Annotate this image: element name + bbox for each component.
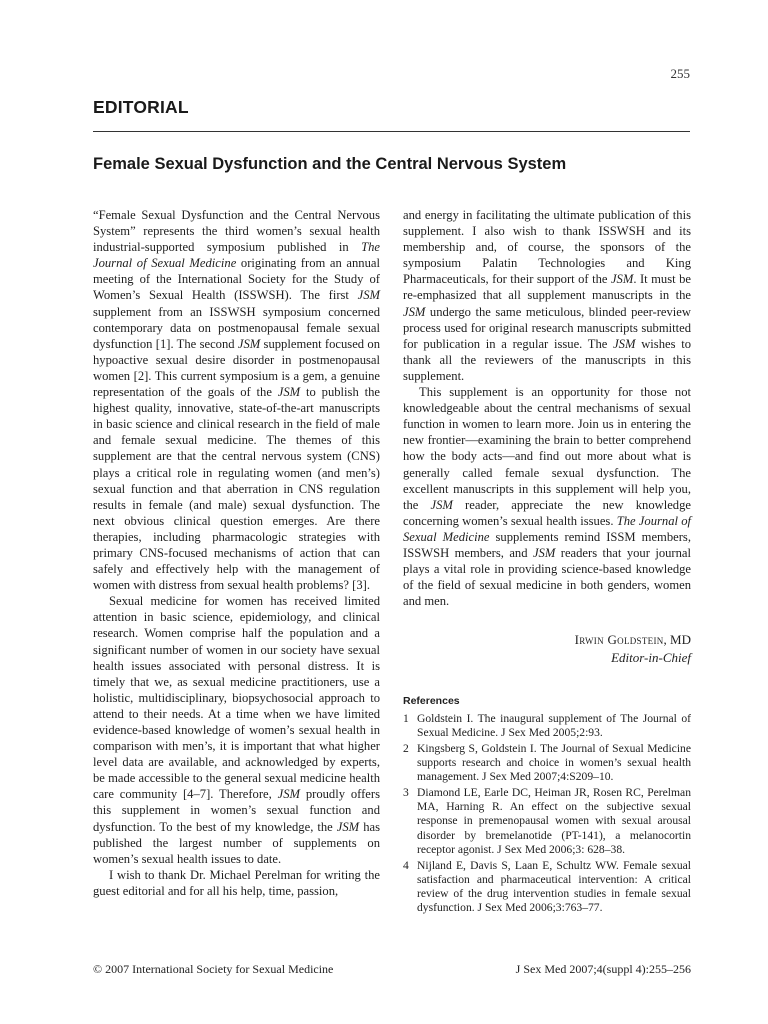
reference-item: 4 Nijland E, Davis S, Laan E, Schultz WW. Female sexual satisfaction and pharmaceutical intervention: A critical review of the drug intervention studies in female sexual dysfunction. J Sex Med 2006;3:763–77.: [403, 858, 691, 915]
reference-item: 2 Kingsberg S, Goldstein I. The Journal of Sexual Medicine supports research and choice in women’s sexual health management. J Sex Med 2007;4:S209–10.: [403, 741, 691, 784]
paragraph: Sexual medicine for women has received limited attention in basic science, epidemiology, and clinical research. Women comprise half the population and a significant number of women in our society have sexual health issues associated with personal distress. It is timely that we, as sexual medicine practitioners, use a holistic, multidisciplinary, biopsychosocial approach to attend to their needs. At a time when we have limited evidence-based knowledge of women’s sexual health in comparison with men’s, it is important that what higher level data are available, and acknowledged by experts, be made accessible to the general sexual medicine health care community [4–7]. Therefore, JSM proudly offers this supplement in women’s sexual function and dysfunction. To the best of my knowledge, the JSM has published the largest number of supplements on women’s sexual health issues to date.: [93, 594, 381, 866]
citation-footer: J Sex Med 2007;4(suppl 4):255–256: [515, 962, 691, 976]
references-heading: References: [403, 695, 460, 707]
right-column: [403, 207, 691, 609]
paragraph: and energy in facilitating the ultimate publication of this supplement. I also wish to thank ISSWSH and its membership and, of course, the sponsors of the symposium Palatin Technologies and King Pharmaceuticals, for their support of the JSM. It must be re-emphasized that all supplement manuscripts in the JSM undergo the same meticulous, blinded peer-review process used for original research manuscripts submitted for publication in a regular issue. The JSM wishes to thank all the reviewers of the manuscripts in this supplement.: [403, 208, 691, 383]
author-role: Editor-in-Chief: [611, 650, 691, 665]
reference-item: 3 Diamond LE, Earle DC, Heiman JR, Rosen RC, Perelman MA, Harning R. An effect on the subjective sexual response in premenopausal women with sexual arousal disorder by bremelanotide (PT-141), a melanocortin receptor agonist. J Sex Med 2006;3: 628–38.: [403, 786, 691, 856]
reference-item: 1 Goldstein I. The inaugural supplement of The Journal of Sexual Medicine. J Sex Med 2005;2:93.: [403, 712, 691, 740]
author-degree: , MD: [663, 632, 691, 647]
references-list: [403, 712, 691, 917]
copyright-footer: © 2007 International Society for Sexual Medicine: [93, 962, 334, 976]
paragraph: This supplement is an opportunity for those not knowledgeable about the central mechanisms of sexual function in women to learn more. Join us in entering the new frontier—examining the brain to better comprehend how the body acts—and find out more about what is generally called female sexual dysfunction. The excellent manuscripts in this supplement will help you, the JSM reader, appreciate the new knowledge concerning women’s sexual health issues. The Journal of Sexual Medicine supplements remind ISSM members, ISSWSH members, and JSM readers that your journal plays a vital role in providing science-based knowledge of the field of sexual medicine in both genders, women and men.: [403, 385, 692, 609]
section-label: EDITORIAL: [93, 97, 189, 117]
left-column: [93, 207, 380, 899]
page-number: 255: [670, 66, 690, 81]
paragraph: “Female Sexual Dysfunction and the Central Nervous System” represents the third women’s sexual health industrial-supported symposium published in The Journal of Sexual Medicine originating from an annual meeting of the International Society for the Study of Women’s Sexual Health (ISSWSH). The first JSM supplement from an ISSWSH symposium concerned contemporary data on postmenopausal female sexual dysfunction [1]. The second JSM supplement focused on hypoactive sexual desire disorder in postmenopausal women [2]. This current symposium is a gem, a genuine representation of the goals of the JSM to publish the highest quality, innovative, state-of-the-art manuscripts in basic science and clinical research in the field of male and female sexual medicine. The themes of this supplement are that the central nervous system (CNS) plays a critical role in regulating women (and men’s) sexual function and that aberration in CNS regulation results in female (and male) sexual dysfunction. The next obvious clinical question emerges. Are there therapies, including pharmacologic strategies with primary CNS-focused mechanisms of action that can safely and effectively help with the management of women with distress from sexual health problems? [3].: [93, 208, 380, 593]
header-divider: [93, 131, 690, 132]
signature: [403, 631, 691, 667]
paragraph: I wish to thank Dr. Michael Perelman for writing the guest editorial and for all his help, time, passion,: [93, 867, 380, 898]
author-name: Irwin Goldstein: [574, 632, 664, 647]
article-title: Female Sexual Dysfunction and the Central Nervous System: [93, 155, 567, 173]
